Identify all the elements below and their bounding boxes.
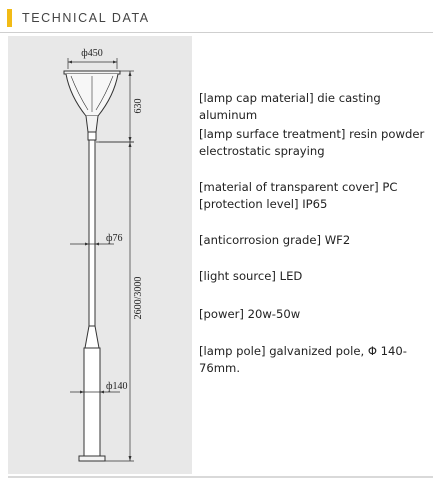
technical-drawing-panel <box>8 36 192 474</box>
spec-anticorrosion-grade: [anticorrosion grade] WF2 <box>199 233 351 247</box>
lamp-cap <box>64 71 120 132</box>
header-accent-bar <box>7 9 12 27</box>
cap-diameter-dimension <box>68 48 117 69</box>
header-divider <box>0 32 433 33</box>
bottom-divider <box>8 476 433 478</box>
section-title: TECHNICAL DATA <box>22 11 150 25</box>
spec-lamp-cap-material: [lamp cap material] die casting aluminum <box>199 91 381 122</box>
spec-cover-protection: [material of transparent cover] PC [protection level] IP65 <box>199 180 398 211</box>
total-height-dimension <box>96 142 144 461</box>
dim-cap-height-label: 630 <box>133 98 144 114</box>
spec-light-source: [light source] LED <box>199 269 303 283</box>
dim-cap-diameter-label: ф450 <box>81 48 103 59</box>
spec-surface-treatment: [lamp surface treatment] resin powder electrostatic spraying <box>199 127 425 158</box>
spec-power: [power] 20w-50w <box>199 307 301 321</box>
dim-total-height-label: 2600/3000 <box>133 276 144 320</box>
lamp-drawing <box>8 36 192 474</box>
pole-upper-diameter-dimension <box>70 233 122 246</box>
spec-lamp-pole: [lamp pole] galvanized pole, Φ 140-76mm. <box>199 344 407 375</box>
dim-pole-base-label: ф140 <box>106 381 128 392</box>
dim-pole-upper-label: ф76 <box>106 233 123 244</box>
lamp-pole <box>79 132 105 461</box>
section-header <box>0 0 433 36</box>
